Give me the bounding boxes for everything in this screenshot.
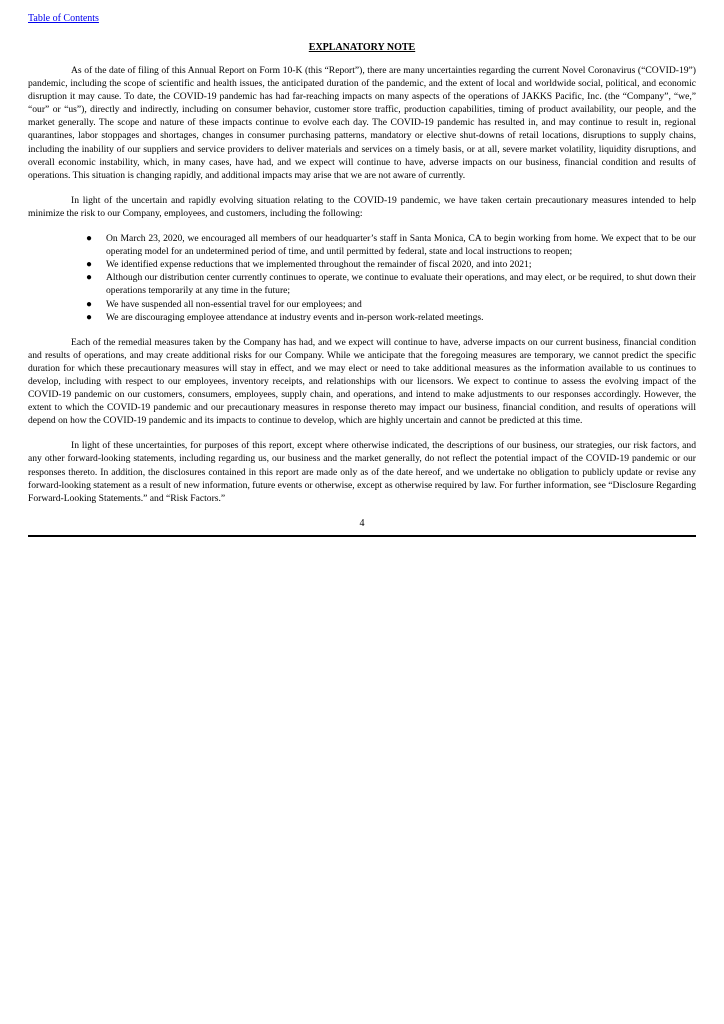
paragraph-precautions: In light of the uncertain and rapidly evolving situation relating to the COVID-19 pandemic, we have taken certain precautionary measures intended to help minimize the risk to our Company, employees, and customers, including the following: — [28, 194, 696, 219]
list-item — [28, 258, 696, 271]
list-item — [28, 232, 696, 258]
page-divider — [28, 535, 696, 537]
precaution-list — [28, 232, 696, 324]
bullet-icon: ● — [86, 259, 93, 271]
list-item-text: Although our distribution center currently continues to operate, we continue to evaluate their operations, and may elect, or be required, to shut down their operations temporarily at any time in the future; — [106, 272, 696, 297]
list-item-text: On March 23, 2020, we encouraged all members of our headquarter’s staff in Santa Monica, CA to begin working from home. We expect that to be our operating model for an undetermined period of time, and until permitted by federal, state and local instructions to reopen; — [106, 233, 696, 258]
list-item — [28, 298, 696, 311]
list-item — [28, 311, 696, 324]
bullet-icon: ● — [86, 233, 93, 245]
bullet-icon: ● — [86, 298, 93, 310]
list-item — [28, 271, 696, 297]
section-title: EXPLANATORY NOTE — [308, 42, 416, 53]
list-item-text: We identified expense reductions that we implemented throughout the remainder of fiscal 2020, and into 2021; — [106, 259, 532, 271]
paragraph-remedial-measures: Each of the remedial measures taken by the Company has had, and we expect will continue to have, adverse impacts on our current business, financial condition and results of operations, and may create additional risks for our Company. While we anticipate that the foregoing measures are temporary, we cannot predict the specific duration for which these precautionary measures will stay in effect, and we may elect or need to take additional measures as the information available to us continues to develop, including with respect to our employees, inventory receipts, and relationships with our licensors. We expect to continue to assess the evolving impact of the COVID-19 pandemic on our customers, consumers, employees, supply chain, and operations, and intend to make adjustments to our responses accordingly. However, the extent to which the COVID-19 pandemic and our precautionary measures in response thereto may impact our business, financial condition, and results of operations will depend on how the COVID-19 pandemic and its impacts to continue to develop, which are highly uncertain and cannot be predicted at this time. — [28, 336, 696, 427]
list-item-text: We are discouraging employee attendance at industry events and in-person work-related meetings. — [106, 311, 484, 323]
bullet-icon: ● — [86, 272, 93, 284]
paragraph-intro: As of the date of filing of this Annual Report on Form 10-K (this “Report”), there are many uncertainties regarding the current Novel Coronavirus (“COVID-19”) pandemic, including the scope of scientific and health issues, the anticipated duration of the pandemic, and the extent of local and worldwide social, political, and economic disruption it may cause. To date, the COVID-19 pandemic has had far-reaching impacts on many aspects of the operations of JAKKS Pacific, Inc. (the “Company”, “we,” “our” or “us”), directly and indirectly, including on consumer behavior, customer store traffic, production capabilities, timing of product availability, our people, and the market generally. The scope and nature of these impacts continue to evolve each day. The COVID-19 pandemic has resulted in, and may continue to result in, regional quarantines, labor stoppages and shortages, changes in consumer purchasing patterns, mandatory or elective shut-downs of retail locations, disruptions to supply chains, including the inability of our suppliers and service providers to deliver materials and services on a timely basis, or at all, severe market volatility, liquidity disruptions, and overall economic instability, which, in many cases, have had, and we expect will continue to have, adverse impacts on our business, financial condition and results of operations. This situation is changing rapidly, and additional impacts may arise that we are not aware of currently. — [28, 65, 696, 181]
bullet-icon: ● — [86, 311, 93, 323]
page-number: 4 — [359, 517, 365, 529]
paragraph-forward-looking: In light of these uncertainties, for purposes of this report, except where otherwise indicated, the descriptions of our business, our strategies, our risk factors, and any other forward-looking statements, including regarding us, our business and the market generally, do not reflect the potential impact of the COVID-19 pandemic or our responses thereto. In addition, the disclosures contained in this report are made only as of the date hereof, and we undertake no obligation to publicly update or revise any forward-looking statement as a result of new information, future events or otherwise, except as otherwise required by law. For further information, see “Disclosure Regarding Forward-Looking Statements.” and “Risk Factors.” — [28, 440, 696, 504]
list-item-text: We have suspended all non-essential travel for our employees; and — [106, 298, 362, 310]
document-page — [28, 8, 696, 537]
table-of-contents-link[interactable]: Table of Contents — [28, 13, 99, 24]
